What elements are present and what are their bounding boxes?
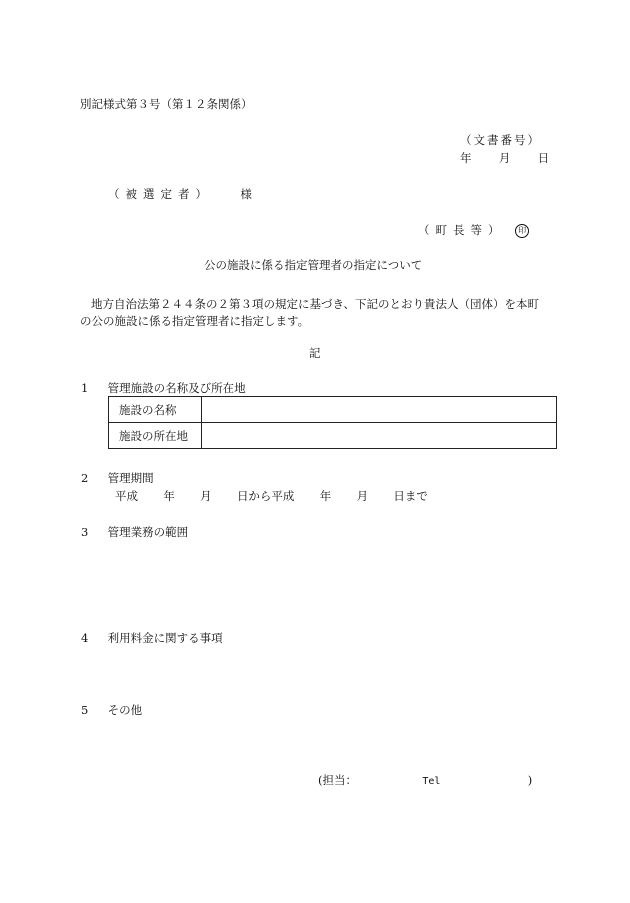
period-year-from: 年 [163,489,175,503]
date-month: 月 [498,151,511,165]
contact-tel: Tel [422,776,441,787]
document-title: 公の施設に係る指定管理者の指定について [204,258,423,272]
period-era: 平成 [115,489,138,503]
document-number: （文書番号） [460,133,541,147]
section-3-number: 3 [81,525,89,539]
date-line [460,153,549,165]
addressee-name: （被選定者） [108,187,213,201]
period-line [115,491,428,503]
section-3 [81,527,188,539]
seal-mark: 印 [515,224,529,238]
table-row [109,397,557,423]
body-line-2: の公の施設に係る指定管理者に指定します。 [80,314,310,328]
section-4-heading: 利用料金に関する事項 [107,631,223,645]
sender-name: （町長等） [418,223,506,237]
section-1-number: 1 [81,381,89,395]
contact-line [318,775,532,787]
section-1-heading: 管理施設の名称及び所在地 [107,381,246,395]
section-4-number: 4 [81,631,89,645]
period-month-from: 月 [200,489,212,503]
ki-heading: 記 [309,346,321,360]
section-2-number: 2 [81,471,89,485]
facility-name-label: 施設の名称 [109,397,202,423]
facility-table [108,396,557,449]
addressee-honorific: 様 [240,187,258,201]
body-line-1: 地方自治法第２４４条の２第３項の規定に基づき、下記のとおり貴法人（団体）を本町 [91,297,540,311]
table-row [109,423,557,449]
section-2-heading: 管理期間 [107,471,154,485]
contact-open: (担当： [318,773,357,787]
section-4 [81,633,223,645]
period-day-to: 日まで [393,489,428,503]
date-day: 日 [537,151,550,165]
date-year: 年 [460,151,472,165]
section-5 [81,705,142,717]
facility-location-value [202,423,557,449]
section-3-heading: 管理業務の範囲 [107,525,189,539]
contact-close: ) [527,773,533,787]
period-month-to: 月 [356,489,369,503]
section-1 [81,383,246,395]
facility-location-label: 施設の所在地 [109,423,202,449]
form-number: 別記様式第３号（第１２条関係） [80,97,253,111]
period-day-from: 日から平成 [236,489,295,503]
sender [418,224,529,238]
section-5-number: 5 [81,703,89,717]
section-5-heading: その他 [107,703,143,717]
addressee [108,189,258,201]
body-paragraph [80,296,560,330]
facility-name-value [202,397,557,423]
section-2 [81,473,154,485]
period-year-to: 年 [319,489,332,503]
